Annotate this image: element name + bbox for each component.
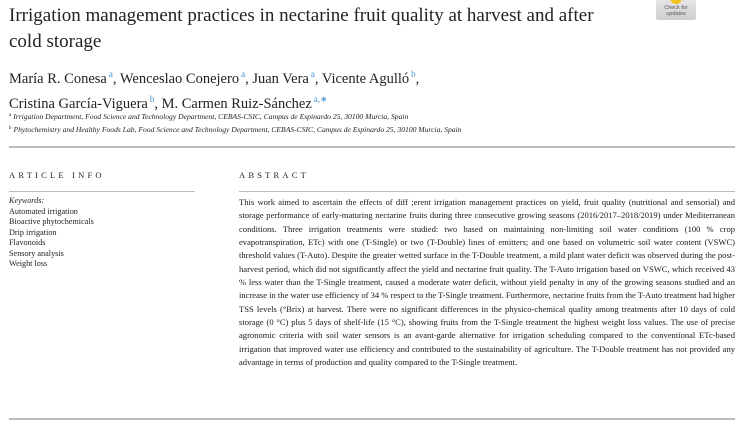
abstract-divider: [239, 191, 735, 192]
affiliations: [9, 110, 709, 136]
keywords-list: [9, 196, 189, 270]
corresponding-author-marker[interactable]: a,∗: [313, 94, 328, 104]
keyword-item: Flavonoids: [9, 238, 46, 247]
article-info-heading: ARTICLE INFO: [9, 170, 105, 180]
abstract-text: This work aimed to ascertain the effects of diff ;erent irrigation management practices on yield, fruit quality (nutritional and sensorial) and storage performance of early-maturing nectarine fruits during three consecutive growing seasons (2016/2017–2018/2019) under Mediterranean conditions. Three irrigation treatments were studied: two based on maintaining non-limiting soil water conditions (100 % crop evapotranspiration, ETc) with one (T-Single) or two (T-Double) lines of emitters; and one based on volumetric soil water content (VSWC) threshold values (T-Auto). Despite the greater wetted surface in the T-Double treatment, a mild plant water deficit was observed during the post-harvest period, which did not significantly affect the yield and nectarine fruit quality. The T-Auto irrigation based on VSWC, which received 43 % less water than the T-Single treatment, caused a moderate water deficit, without yield penalty in any of the growing seasons studied and an increase in the water use efficiency of 34 % respect to the T-Single treatment. Furthermore, nectarine fruits from the T-Auto treatment had higher TSS levels (°Brix) at harvest. There were no significant differences in the physico-chemical quality among treatments after 10 days of cold storage (0 °C) plus 5 days of shelf-life (15 °C), showing fruits from the T-Single treatment the highest weight loss values. The use of precise agronomic criteria with soil water sensors is an avant-garde alternative for irrigation scheduling compared to the conventional ETc-based irrigation that improved water use efficiency and contributed to the sustainability of agriculture. The T-Double treatment has not provided any advantage in terms of production and quality compared to the T-Single treatment.: [239, 197, 735, 368]
article-title: Irrigation management practices in nectarine fruit quality at harvest and after cold storage: [9, 5, 594, 52]
keyword-item: Automated irrigation: [9, 206, 78, 216]
keyword-item: Bioactive phytochemicals: [9, 217, 94, 226]
affiliation-text: Irrigation Department, Food Science and Technology Department, CEBAS-CSIC, Campus de Espinardo 25, 30100 Murcia, Spain: [13, 112, 409, 121]
author-name[interactable]: María R. Conesa: [9, 71, 107, 87]
keyword-item: Weight loss: [9, 259, 48, 268]
author-list: María R. Conesa $^a$, Wenceslao Conejero $^a$, Juan Vera $^a$, Vicente Agulló $^b$, Cristina García-Viguera $^b$, M. Carmen Ruiz-Sánchez $^{a,∗}$: [9, 69, 420, 112]
affiliation-item: [9, 123, 709, 136]
author-name[interactable]: Cristina García-Viguera: [9, 96, 148, 112]
affiliation-marker[interactable]: a: [241, 69, 246, 79]
affiliation-mark: b: [9, 126, 12, 131]
affiliation-marker[interactable]: a: [108, 69, 113, 79]
header-divider: [9, 146, 735, 148]
abstract-heading: ABSTRACT: [239, 170, 309, 180]
affiliation-marker[interactable]: b: [149, 94, 155, 104]
affiliation-marker[interactable]: a: [310, 69, 315, 79]
author-name[interactable]: M. Carmen Ruiz-Sánchez: [161, 96, 312, 112]
author-name[interactable]: Juan Vera: [252, 71, 309, 87]
article-info-divider: [9, 191, 195, 192]
author-name[interactable]: Wenceslao Conejero: [119, 71, 240, 87]
keywords-label: Keywords:: [9, 196, 45, 205]
check-for-updates-label: Check for updates: [664, 5, 688, 17]
affiliation-text: Phytochemistry and Healthy Foods Lab, Food Science and Technology Department, CEBAS-CSIC, Campus de Espinardo 25, 30100 Murcia, Spain: [13, 125, 462, 134]
affiliation-marker[interactable]: b: [411, 69, 416, 79]
affiliation-mark: a: [9, 113, 12, 118]
footer-divider: [9, 418, 735, 420]
keyword-item: Drip irrigation: [9, 227, 57, 237]
author-name[interactable]: Vicente Agulló: [321, 71, 410, 87]
keyword-item: Sensory analysis: [9, 248, 64, 258]
check-for-updates-badge[interactable]: [656, 0, 696, 20]
affiliation-item: [9, 110, 709, 123]
update-icon: [670, 0, 682, 4]
